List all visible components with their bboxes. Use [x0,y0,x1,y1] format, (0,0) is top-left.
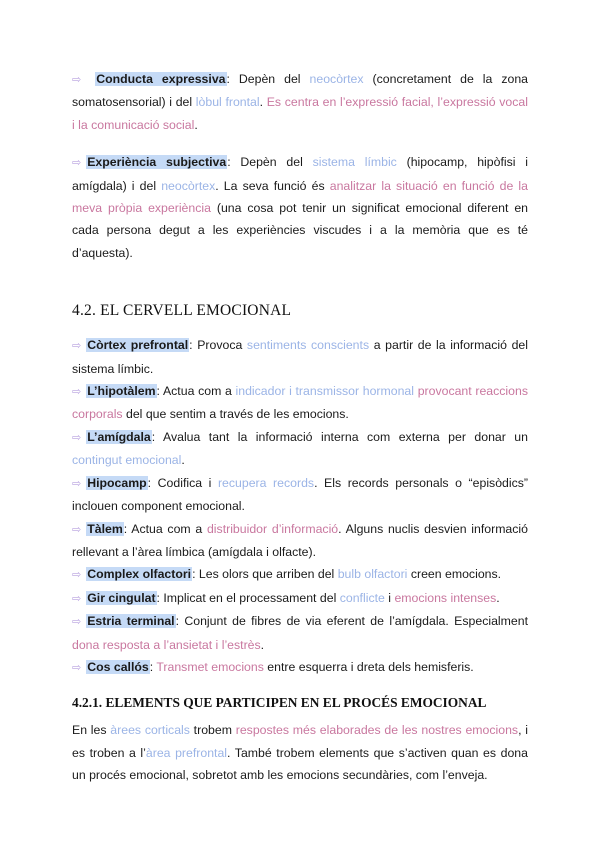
text: : Implicat en el processament del [156,590,340,605]
paragraph-elements-proces-emocional [72,719,528,786]
term-complex-olfactori: Complex olfactori [87,567,192,582]
highlight-text: lòbul frontal [195,95,260,110]
list-item-gir-cingulat [72,587,528,610]
text: : Avalua tant la informació interna com externa per donar un [151,429,528,444]
arrow-bullet-icon: ⇨ [72,523,82,536]
brain-structures-list [72,334,528,679]
text: . També trobem elements que s’activen quan es dona un procés emocional, sobretot amb les emocions secundàries, com l’enveja. [72,745,528,783]
text: . [260,637,265,652]
term-experiencia-subjectiva: Experiència subjectiva [87,155,227,170]
highlight-text: Es centra en l’expressió facial, l’expressió vocal i la comunicació social [72,95,528,132]
term-cos-callos: Cos callós [87,659,149,674]
highlight-text: sistema límbic [312,155,397,170]
term-conducta-expressiva: Conducta expressiva [96,72,226,86]
text: del que sentim a través de les emocions. [122,407,349,422]
paragraph-conducta-expressiva [72,68,528,136]
text: : Les olors que arriben del [192,567,338,582]
text: , i es troben a l’ [72,723,528,760]
text: : Actua com a [156,384,236,399]
text: (hipocamp, hipòfisi i amígdala) i del [72,155,529,193]
text: . Els records personals o “episòdics” inclouen component emocional. [72,475,528,514]
text: . [496,590,500,605]
paragraph-experiencia-subjectiva [72,151,528,264]
highlight-text: distribuidor d’informació [206,521,339,536]
arrow-bullet-icon: ⇨ [72,616,82,629]
term-talem: Tàlem [87,521,123,536]
text: . [194,117,198,132]
term-amigdala: L’amígdala [87,429,151,444]
highlight-text: indicador i transmissor hormonal [235,384,414,399]
highlight-text: sentiments conscients [246,338,370,353]
text: : Depèn del [227,155,313,170]
text: creen emocions. [407,567,502,582]
list-item-hipotalem [72,380,528,426]
highlight-text: Transmet emocions [156,659,264,674]
text: . Alguns nuclis desvien informació rellevant a l’àrea límbica (amígdala i olfacte). [72,521,528,559]
arrow-bullet-icon: ⇨ [72,74,82,86]
highlight-text: dona resposta a l’ansietat i l’estrès [72,637,261,652]
highlight-text: recupera records [217,475,315,490]
arrow-bullet-icon: ⇨ [72,386,82,399]
arrow-bullet-icon: ⇨ [72,431,82,444]
highlight-text: bulb olfactori [337,567,408,582]
section-heading-4-2: 4.2. EL CERVELL EMOCIONAL [72,302,292,320]
term-hipocamp: Hipocamp [87,475,147,490]
highlight-text: provocant reaccions corporals [72,384,528,422]
text: trobem [189,723,236,738]
text: : Depèn del [226,72,310,86]
list-item-cos-callos [72,656,528,679]
text: : Actua com a [123,521,207,536]
highlight-text: analitzar la situació en funció de la meva pròpia experiència [72,178,529,216]
term-cortex-prefrontal: Còrtex prefrontal [87,338,189,353]
list-item-amigdala [72,426,528,472]
highlight-text: neocòrtex [161,178,216,193]
arrow-bullet-icon: ⇨ [72,157,82,170]
highlight-text: neocòrtex [309,72,364,86]
text: : Provoca [189,338,247,353]
arrow-bullet-icon: ⇨ [72,661,82,674]
list-item-talem [72,518,528,564]
text: entre esquerra i dreta dels hemisferis. [263,659,474,674]
list-item-complex-olfactori [72,563,528,586]
text: . [181,453,185,468]
text: : [149,659,157,674]
list-item-estria-terminal [72,610,528,656]
text: i [384,590,395,605]
highlight-text: àrees corticals [110,723,190,738]
term-gir-cingulat: Gir cingulat [87,590,156,605]
text: . [259,95,267,110]
text: a partir de la informació del sistema límbic. [72,338,528,376]
section-heading-4-2-1: 4.2.1. ELEMENTS QUE PARTICIPEN EN EL PROCÉS EMOCIONAL [72,695,487,711]
list-item-hipocamp [72,472,528,518]
arrow-bullet-icon: ⇨ [72,340,82,353]
text: (una cosa pot tenir un significat emocional diferent en cada persona degut a les experiències viscudes i a la memòria que es té d’aquesta). [72,201,528,260]
text: (concretament de la zona somatosensorial) i del [72,72,529,110]
term-estria-terminal: Estria terminal [87,614,175,629]
highlight-text: emocions intenses [394,590,497,605]
list-item-cortex-prefrontal [72,334,528,380]
term-hipotalem: L’hipotàlem [87,384,156,399]
arrow-bullet-icon: ⇨ [72,592,82,605]
highlight-text: respostes més elaborades de les nostres emocions [235,723,519,738]
highlight-text: àrea prefrontal [145,745,228,760]
arrow-bullet-icon: ⇨ [72,569,82,582]
arrow-bullet-icon: ⇨ [72,477,82,490]
text: En les [72,723,111,738]
text: . La seva funció és [215,178,330,193]
highlight-text: conflicte [339,590,385,605]
text: : Conjunt de fibres de via eferent de l’amígdala. Especialment [175,614,528,629]
text: : Codifica i [147,475,218,490]
highlight-text: contingut emocional [72,453,182,468]
